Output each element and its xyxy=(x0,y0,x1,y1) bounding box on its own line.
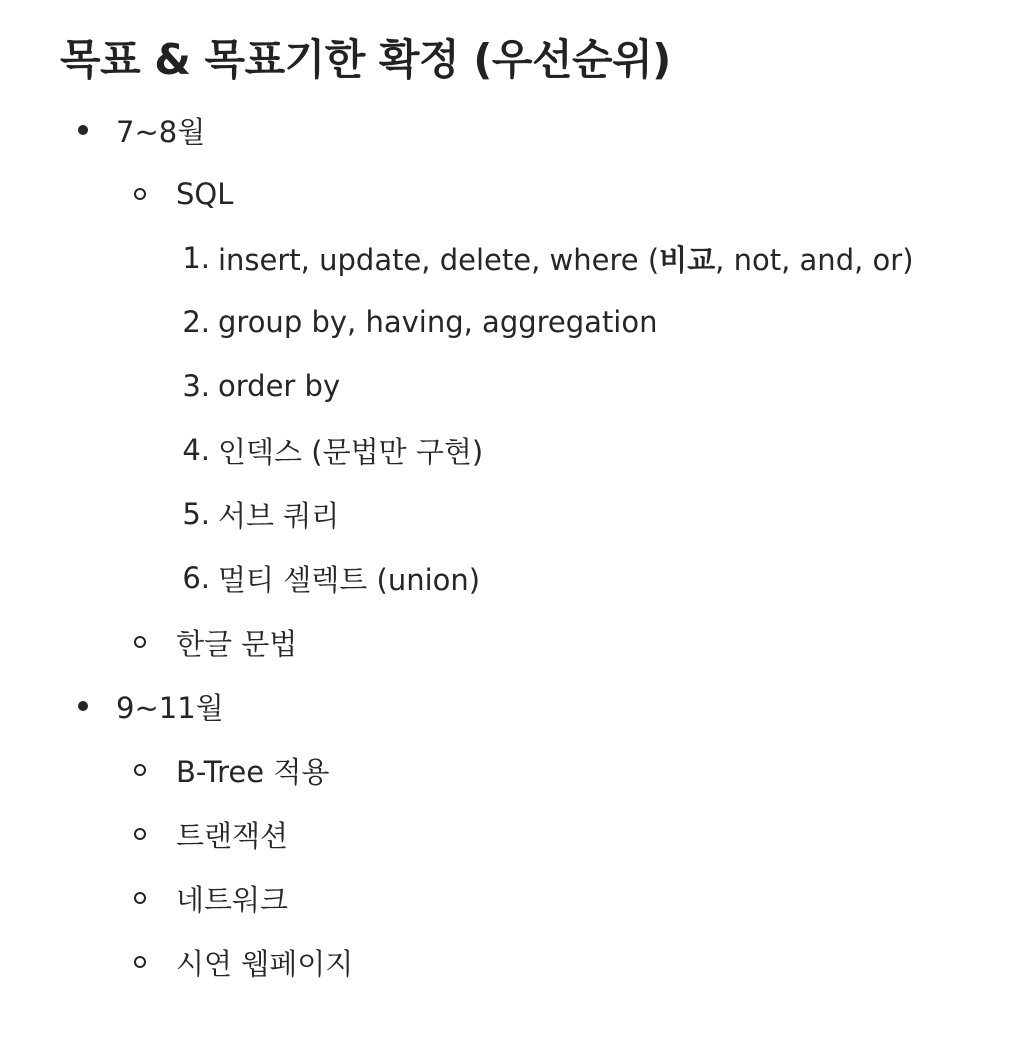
bullet-circle-icon xyxy=(134,636,146,648)
ordered-item-6 xyxy=(170,546,480,610)
ordered-item-5 xyxy=(170,482,339,546)
item-text: 인덱스 (문법만 구현) xyxy=(218,434,484,469)
item-text-part: , not, and, or) xyxy=(715,242,914,277)
bullet-disc-icon xyxy=(78,701,88,711)
item-number: 1. xyxy=(182,241,210,275)
bullet-circle-icon xyxy=(134,828,146,840)
item-number: 5. xyxy=(182,497,210,531)
list-item-sql xyxy=(134,162,233,226)
list-item-section-2 xyxy=(78,674,224,738)
item-label: B-Tree 적용 xyxy=(176,754,330,789)
item-text-bold: 비교 xyxy=(659,242,716,277)
item-number: 3. xyxy=(182,369,210,403)
list-item-network xyxy=(134,866,288,930)
bullet-circle-icon xyxy=(134,892,146,904)
item-number: 4. xyxy=(182,433,210,467)
item-label: 시연 웹페이지 xyxy=(176,946,354,981)
bullet-circle-icon xyxy=(134,188,146,200)
item-label: 트랜잭션 xyxy=(176,818,289,853)
list-item-section-1 xyxy=(78,98,205,162)
bullet-circle-icon xyxy=(134,956,146,968)
item-number: 6. xyxy=(182,561,210,595)
item-label: SQL xyxy=(176,177,234,211)
item-text: order by xyxy=(218,369,341,403)
item-text xyxy=(218,238,914,279)
item-text: group by, having, aggregation xyxy=(218,305,658,339)
list-item-btree xyxy=(134,738,329,802)
ordered-item-2 xyxy=(170,290,658,354)
list-item-korean-grammar xyxy=(134,610,297,674)
item-text: 서브 쿼리 xyxy=(218,498,340,533)
list-item-transaction xyxy=(134,802,288,866)
ordered-item-4 xyxy=(170,418,483,482)
list-item-demo-webpage xyxy=(134,930,353,994)
item-text-part: insert, update, delete, where ( xyxy=(218,242,660,277)
bullet-circle-icon xyxy=(134,764,146,776)
ordered-item-3 xyxy=(170,354,340,418)
page-title: 목표 & 목표기한 확정 (우선순위) xyxy=(60,35,671,84)
item-number: 2. xyxy=(182,305,210,339)
bullet-disc-icon xyxy=(78,125,88,135)
item-label: 네트워크 xyxy=(176,882,289,917)
section-label: 9~11월 xyxy=(116,690,224,725)
ordered-item-1 xyxy=(170,226,914,290)
item-label: 한글 문법 xyxy=(176,626,298,661)
section-label: 7~8월 xyxy=(116,114,206,149)
item-text: 멀티 셀렉트 (union) xyxy=(218,562,481,597)
